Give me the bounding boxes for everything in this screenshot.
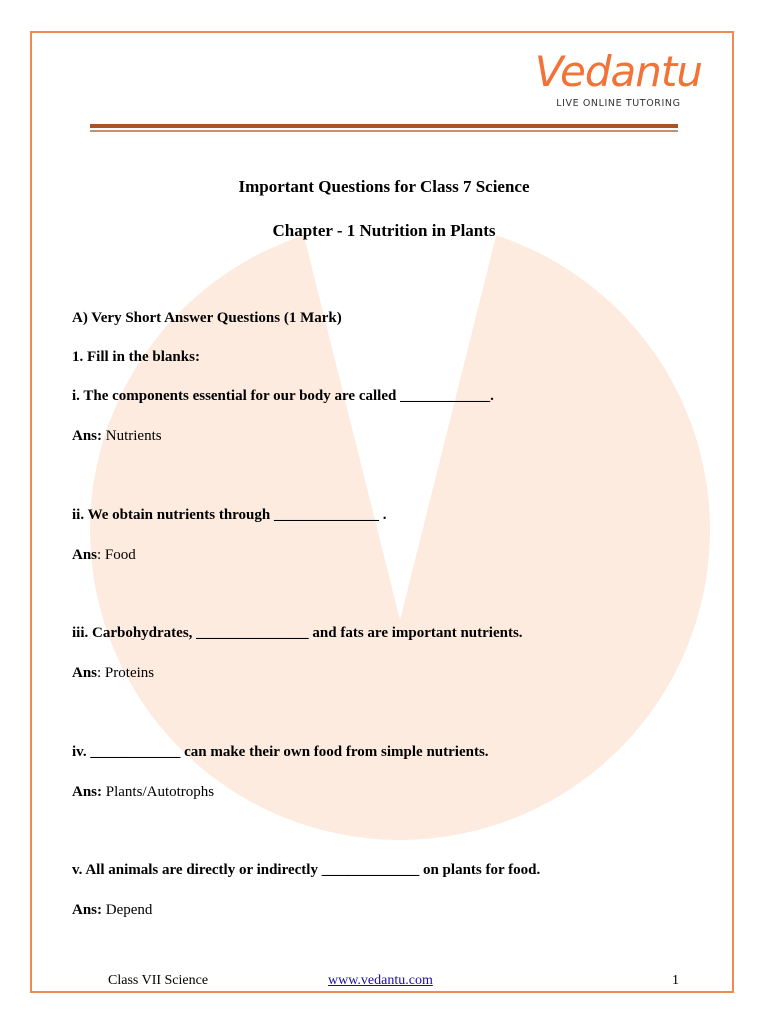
page-number: 1 bbox=[672, 973, 679, 988]
ans-label: Ans: bbox=[72, 784, 103, 800]
document-title: Important Questions for Class 7 Science bbox=[238, 177, 530, 196]
answer-3 bbox=[72, 665, 154, 682]
footer-website-link[interactable]: www.vedantu.com bbox=[328, 973, 433, 988]
header-rule bbox=[90, 124, 678, 128]
answer-5 bbox=[72, 902, 152, 919]
answer-text: Nutrients bbox=[102, 428, 162, 444]
answer-text: : Proteins bbox=[97, 665, 155, 681]
chapter-title: Chapter - 1 Nutrition in Plants bbox=[272, 221, 496, 240]
answer-text: Depend bbox=[102, 902, 153, 918]
answer-text: : Food bbox=[97, 547, 136, 563]
answer-2 bbox=[72, 547, 136, 564]
footer-link-container bbox=[328, 973, 433, 989]
ans-label: Ans: bbox=[72, 428, 103, 444]
ans-label: Ans bbox=[72, 665, 98, 681]
answer-1 bbox=[72, 428, 162, 445]
answer-4 bbox=[72, 784, 214, 801]
section-heading: A) Very Short Answer Questions (1 Mark) bbox=[72, 310, 342, 326]
question-4: iv. ____________ can make their own food from simple nutrients. bbox=[72, 744, 489, 760]
logo-tagline: LIVE ONLINE TUTORING bbox=[556, 98, 681, 109]
answer-text: Plants/Autotrophs bbox=[102, 784, 215, 800]
vedantu-logo[interactable] bbox=[534, 47, 702, 109]
header-rule-thin bbox=[90, 130, 678, 132]
ans-label: Ans bbox=[72, 547, 98, 563]
question-3: iii. Carbohydrates, _______________ and fats are important nutrients. bbox=[72, 625, 523, 641]
ans-label: Ans: bbox=[72, 902, 103, 918]
logo-wordmark: Vedantu bbox=[534, 47, 702, 96]
question-2: ii. We obtain nutrients through ______________ . bbox=[72, 507, 387, 523]
question-5: v. All animals are directly or indirectly _____________ on plants for food. bbox=[72, 862, 541, 878]
footer-class-label: Class VII Science bbox=[108, 973, 209, 988]
question-1: i. The components essential for our body are called ____________. bbox=[72, 388, 494, 404]
question-heading: 1. Fill in the blanks: bbox=[72, 349, 200, 365]
